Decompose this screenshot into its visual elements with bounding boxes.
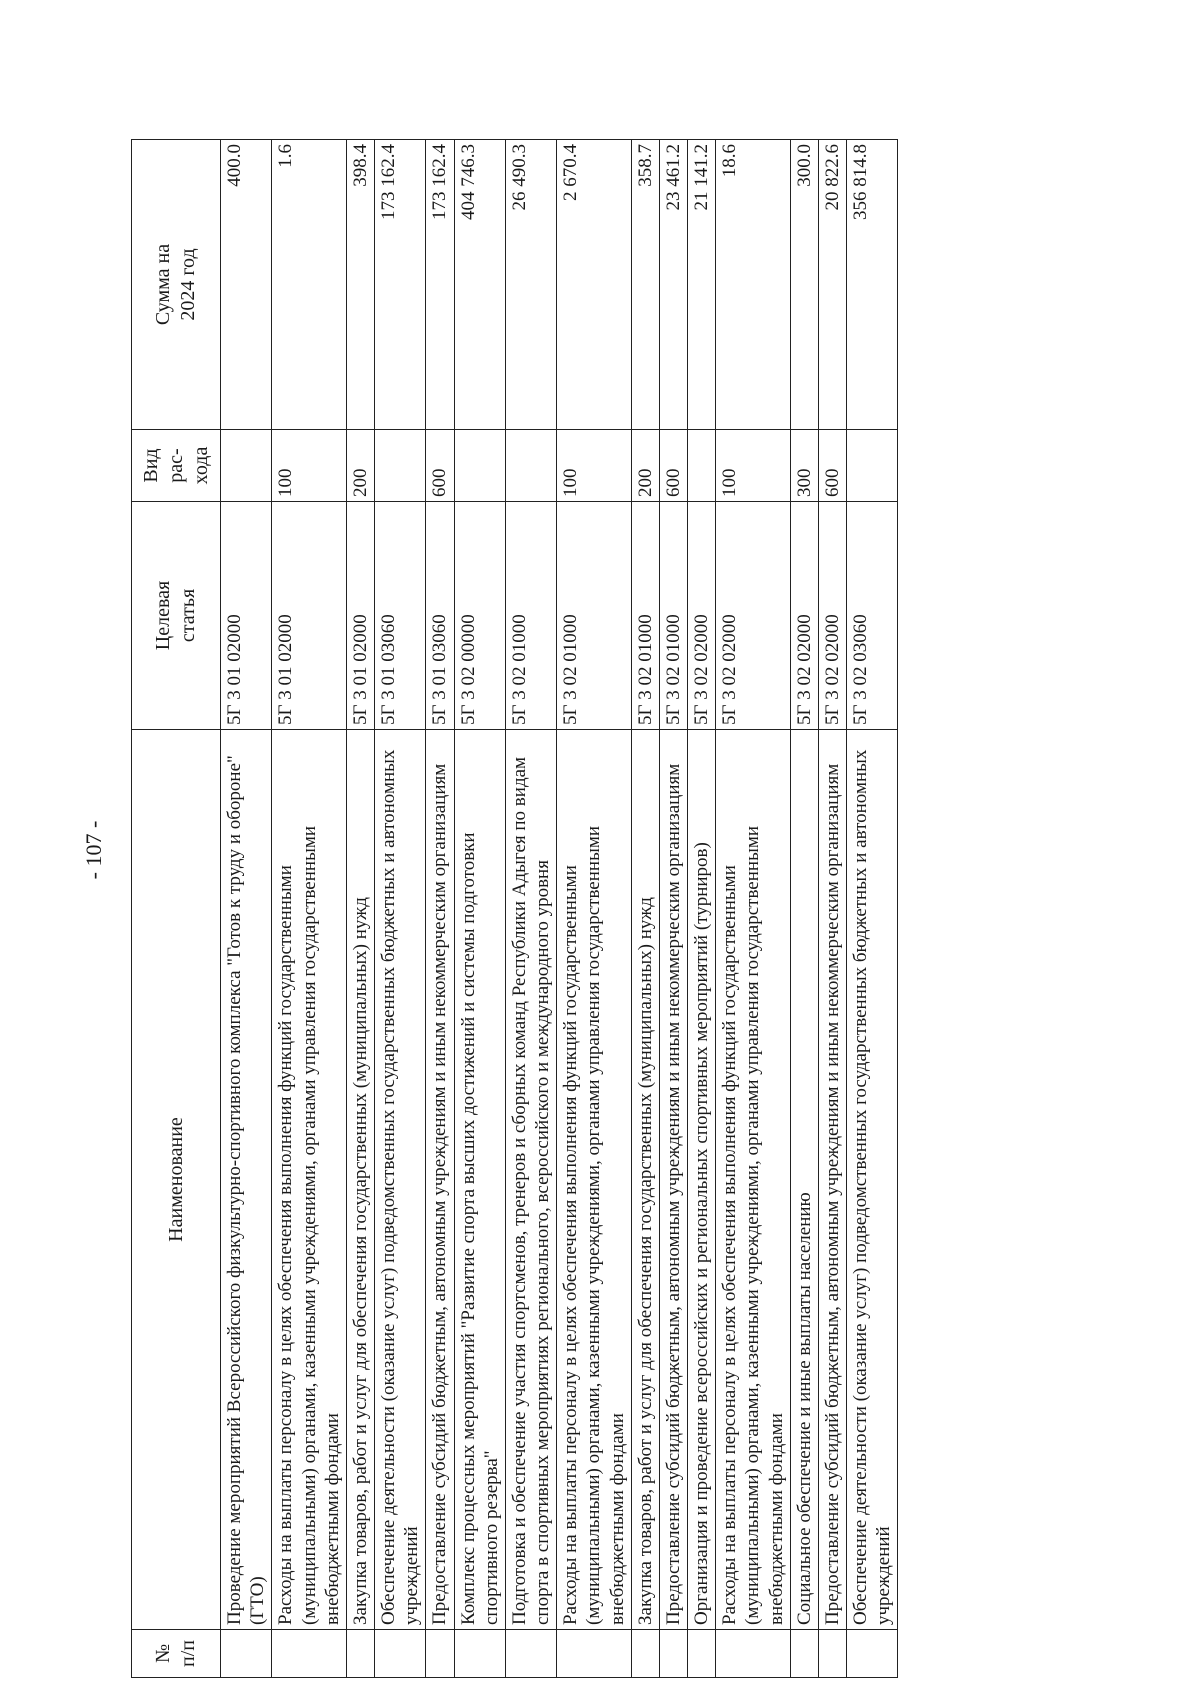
cell-target-article: 5Г 3 02 01000 bbox=[505, 502, 556, 730]
cell-name: Подготовка и обеспечение участия спортсменов, тренеров и сборных команд Республики Адыгея по видам спорта в спортивных мероприятиях регионального, всероссийского и международного уровня bbox=[505, 730, 556, 1630]
cell-name: Предоставление субсидий бюджетным, автономным учреждениям и иным некоммерческим организациям bbox=[659, 730, 687, 1630]
cell-target-article: 5Г 3 02 02000 bbox=[790, 502, 818, 730]
cell-number bbox=[557, 1630, 632, 1678]
cell-target-article: 5Г 3 02 02000 bbox=[688, 502, 716, 730]
cell-name: Проведение мероприятий Всероссийского физкультурно-спортивного комплекса "Готов к труду и обороне" (ГТО) bbox=[221, 730, 272, 1630]
cell-number bbox=[818, 1630, 846, 1678]
cell-target-article: 5Г 3 02 02000 bbox=[716, 502, 791, 730]
cell-expense-type bbox=[688, 430, 716, 502]
cell-name: Обеспечение деятельности (оказание услуг) подведомственных государственных бюджетных и автономных учреждений bbox=[847, 730, 898, 1630]
cell-target-article: 5Г 3 02 03060 bbox=[847, 502, 898, 730]
cell-expense-type bbox=[505, 430, 556, 502]
header-sum-2024: Сумма на 2024 год bbox=[132, 140, 221, 430]
cell-number bbox=[659, 1630, 687, 1678]
cell-target-article: 5Г 3 02 02000 bbox=[818, 502, 846, 730]
cell-expense-type bbox=[847, 430, 898, 502]
cell-expense-type: 300 bbox=[790, 430, 818, 502]
cell-number bbox=[631, 1630, 659, 1678]
table-row bbox=[346, 140, 374, 1678]
cell-expense-type: 200 bbox=[346, 430, 374, 502]
cell-expense-type: 100 bbox=[272, 430, 347, 502]
cell-number bbox=[688, 1630, 716, 1678]
table-row bbox=[272, 140, 347, 1678]
cell-number bbox=[454, 1630, 505, 1678]
cell-expense-type bbox=[375, 430, 426, 502]
cell-name: Закупка товаров, работ и услуг для обеспечения государственных (муниципальных) нужд bbox=[346, 730, 374, 1630]
cell-name: Расходы на выплаты персоналу в целях обеспечения выполнения функций государственными (муниципальными) органами, казенными учреждениями, органами управления государственными внебюджетными фондами bbox=[272, 730, 347, 1630]
cell-sum: 173 162.4 bbox=[375, 140, 426, 430]
header-expense-type: Вид рас- хода bbox=[132, 430, 221, 502]
table-row bbox=[688, 140, 716, 1678]
cell-target-article: 5Г 3 01 02000 bbox=[346, 502, 374, 730]
cell-number bbox=[221, 1630, 272, 1678]
table-row bbox=[818, 140, 846, 1678]
table-row bbox=[631, 140, 659, 1678]
table-row bbox=[426, 140, 454, 1678]
table-row bbox=[790, 140, 818, 1678]
cell-target-article: 5Г 3 01 02000 bbox=[272, 502, 347, 730]
cell-sum: 358.7 bbox=[631, 140, 659, 430]
cell-sum: 400.0 bbox=[221, 140, 272, 430]
cell-sum: 398.4 bbox=[346, 140, 374, 430]
table-frame bbox=[131, 140, 1091, 1678]
cell-target-article: 5Г 3 01 03060 bbox=[375, 502, 426, 730]
cell-expense-type: 100 bbox=[557, 430, 632, 502]
cell-sum: 1.6 bbox=[272, 140, 347, 430]
cell-number bbox=[716, 1630, 791, 1678]
cell-number bbox=[426, 1630, 454, 1678]
cell-sum: 26 490.3 bbox=[505, 140, 556, 430]
cell-sum: 356 814.8 bbox=[847, 140, 898, 430]
table-row bbox=[505, 140, 556, 1678]
page-number: - 107 - bbox=[81, 820, 106, 880]
cell-sum: 300.0 bbox=[790, 140, 818, 430]
cell-target-article: 5Г 3 02 00000 bbox=[454, 502, 505, 730]
cell-expense-type: 600 bbox=[818, 430, 846, 502]
cell-expense-type bbox=[221, 430, 272, 502]
cell-number bbox=[272, 1630, 347, 1678]
cell-number bbox=[375, 1630, 426, 1678]
cell-name: Расходы на выплаты персоналу в целях обеспечения выполнения функций государственными (муниципальными) органами, казенными учреждениями, органами управления государственными внебюджетными фондами bbox=[716, 730, 791, 1630]
cell-expense-type: 100 bbox=[716, 430, 791, 502]
cell-number bbox=[790, 1630, 818, 1678]
header-target-article: Целевая статья bbox=[132, 502, 221, 730]
table-row bbox=[659, 140, 687, 1678]
cell-sum: 18.6 bbox=[716, 140, 791, 430]
header-name: Наименование bbox=[132, 730, 221, 1630]
cell-sum: 21 141.2 bbox=[688, 140, 716, 430]
cell-sum: 173 162.4 bbox=[426, 140, 454, 430]
cell-number bbox=[346, 1630, 374, 1678]
table-row bbox=[375, 140, 426, 1678]
table-row bbox=[221, 140, 272, 1678]
cell-name: Закупка товаров, работ и услуг для обеспечения государственных (муниципальных) нужд bbox=[631, 730, 659, 1630]
cell-number bbox=[505, 1630, 556, 1678]
cell-number bbox=[847, 1630, 898, 1678]
cell-target-article: 5Г 3 02 01000 bbox=[659, 502, 687, 730]
cell-sum: 2 670.4 bbox=[557, 140, 632, 430]
table-body bbox=[221, 140, 898, 1678]
cell-target-article: 5Г 3 01 02000 bbox=[221, 502, 272, 730]
cell-target-article: 5Г 3 02 01000 bbox=[631, 502, 659, 730]
cell-expense-type: 600 bbox=[426, 430, 454, 502]
cell-sum: 20 822.6 bbox=[818, 140, 846, 430]
table-row bbox=[454, 140, 505, 1678]
cell-name: Комплекс процессных мероприятий "Развитие спорта высших достижений и системы подготовки спортивного резерва" bbox=[454, 730, 505, 1630]
cell-name: Организация и проведение всероссийских и региональных спортивных мероприятий (турниров) bbox=[688, 730, 716, 1630]
cell-name: Предоставление субсидий бюджетным, автономным учреждениям и иным некоммерческим организациям bbox=[426, 730, 454, 1630]
rotated-table-area bbox=[131, 140, 1091, 1678]
cell-target-article: 5Г 3 02 01000 bbox=[557, 502, 632, 730]
cell-name: Социальное обеспечение и иные выплаты населению bbox=[790, 730, 818, 1630]
header-number: № п/п bbox=[132, 1630, 221, 1678]
cell-sum: 23 461.2 bbox=[659, 140, 687, 430]
table-row bbox=[557, 140, 632, 1678]
cell-target-article: 5Г 3 01 03060 bbox=[426, 502, 454, 730]
cell-sum: 404 746.3 bbox=[454, 140, 505, 430]
cell-expense-type bbox=[454, 430, 505, 502]
budget-table bbox=[131, 139, 898, 1678]
cell-name: Предоставление субсидий бюджетным, автономным учреждениям и иным некоммерческим организациям bbox=[818, 730, 846, 1630]
table-row bbox=[716, 140, 791, 1678]
cell-name: Расходы на выплаты персоналу в целях обеспечения выполнения функций государственными (муниципальными) органами, казенными учреждениями, органами управления государственными внебюджетными фондами bbox=[557, 730, 632, 1630]
cell-expense-type: 600 bbox=[659, 430, 687, 502]
table-row bbox=[847, 140, 898, 1678]
cell-name: Обеспечение деятельности (оказание услуг) подведомственных государственных бюджетных и автономных учреждений bbox=[375, 730, 426, 1630]
cell-expense-type: 200 bbox=[631, 430, 659, 502]
table-header-row bbox=[132, 140, 221, 1678]
